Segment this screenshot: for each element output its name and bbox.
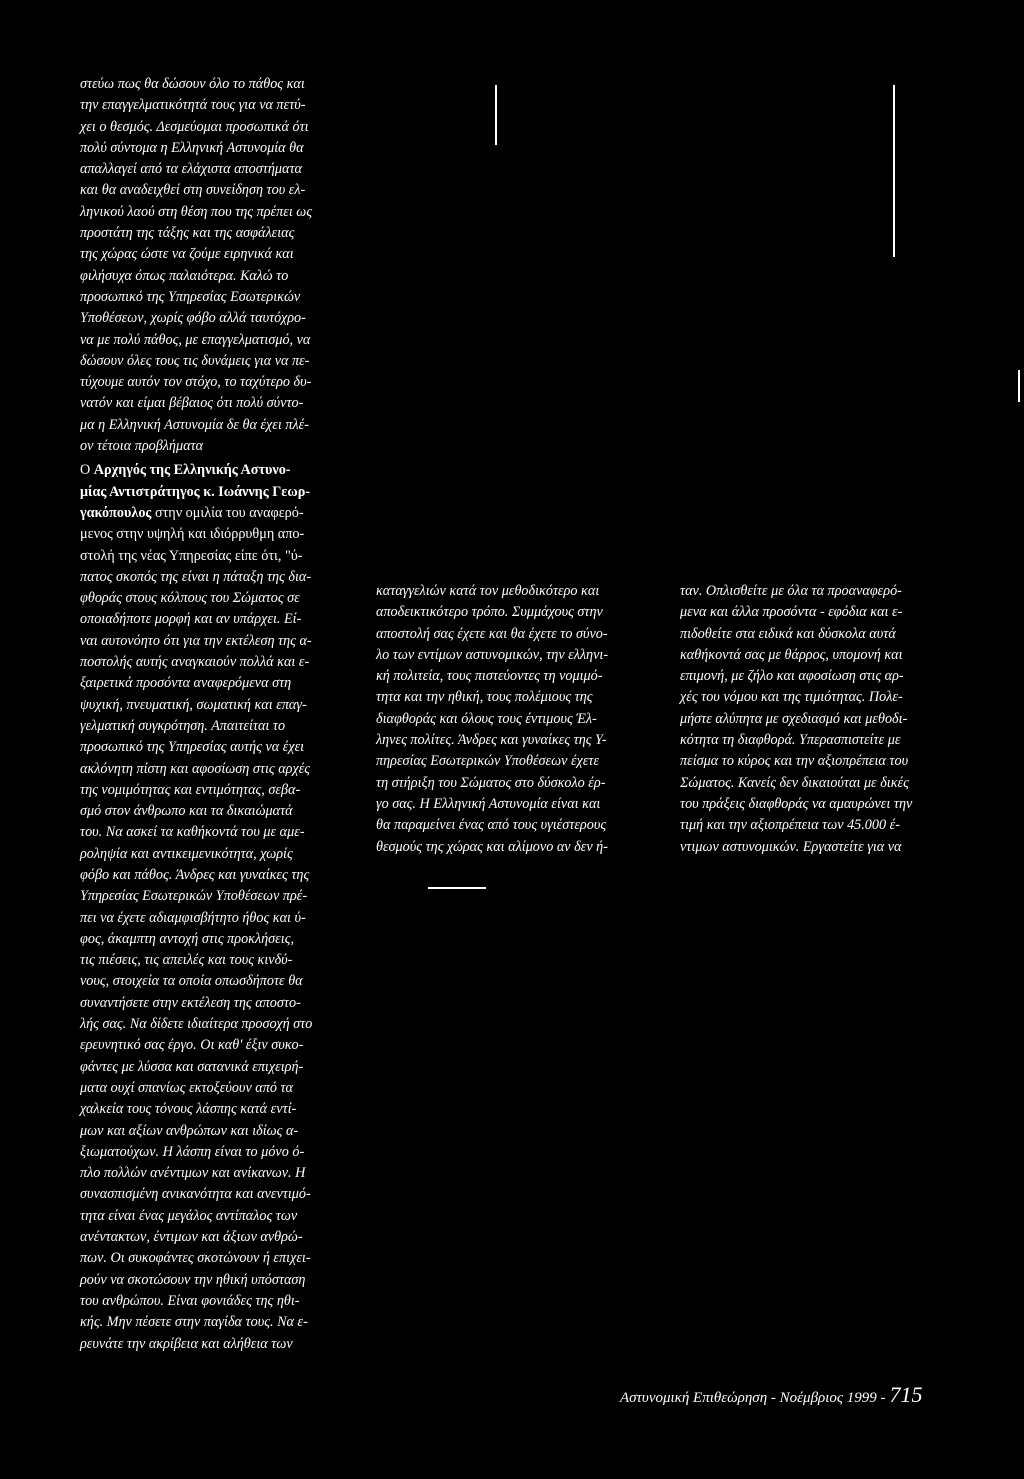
- text-line: ρούν να σκοτώσουν την ηθική υπόσταση: [80, 1271, 306, 1288]
- text-line: και θα αναδειχθεί στη συνείδηση του ελ-: [80, 182, 306, 199]
- text-line: πλο πολλών ανέντιμων και ανίκανων. Η: [80, 1165, 306, 1182]
- chief-title: Αρχηγός της Ελληνικής Αστυνο-: [93, 462, 291, 479]
- intro-line: μενος στην υψηλή και ιδιόρρυθμη απο-: [80, 526, 305, 543]
- article-column-1: [80, 74, 370, 1355]
- article-column-3: [680, 581, 965, 858]
- text-line: ταν. Οπλισθείτε με όλα τα προαναφερό-: [680, 583, 902, 599]
- text-line: φος, άκαμπτη αντοχή στις προκλήσεις,: [80, 930, 295, 947]
- text-line: χει ο θεσμός. Δεσμεύομαι προσωπικά ότι: [80, 118, 309, 135]
- text-line: συναντήσετε στην εκτέλεση της αποστο-: [80, 994, 301, 1011]
- text-line: Υπηρεσίας Εσωτερικών Υποθέσεων πρέ-: [80, 888, 308, 905]
- text-line: ρευνάτε την ακρίβεια και αλήθεια των: [80, 1335, 293, 1352]
- text-line: χές του νόμου και της τιμιότητας. Πολε-: [680, 689, 903, 706]
- intro-line: Ο Αρχηγός της Ελληνικής Αστυνο-: [80, 462, 291, 479]
- end-rule: [428, 887, 486, 889]
- text-line: Σώματος. Κανείς δεν δικαιούται με δικές: [680, 774, 909, 791]
- text-line: πολύ σύντομα η Ελληνική Αστυνομία θα: [80, 139, 304, 156]
- text-line: ερευνητικό σας έργο. Οι καθ' έξιν συκο-: [80, 1037, 304, 1054]
- chief-name: μίας Αντιστράτηγος κ. Ιωάννης Γεωρ-: [80, 483, 311, 500]
- text-line: ξιωματούχων. Η λάσπη είναι το μόνο ό-: [80, 1143, 305, 1160]
- intro-paragraph: [80, 460, 370, 566]
- text-line: ροληψία και αντικειμενικότητα, χωρίς: [80, 845, 293, 862]
- text-line: τητα είναι ένας μεγάλος αντίπαλος των: [80, 1207, 298, 1224]
- text-line: δώσουν όλες τους τις δυνάμεις για να πε-: [80, 352, 310, 369]
- text-line: επιμονή, με ζήλο και αφοσίωση στις αρ-: [680, 668, 904, 685]
- text-line: μων και αξίων ανθρώπων και ιδίως α-: [80, 1122, 299, 1139]
- text-line: πατος σκοπός της είναι η πάταξη της δια-: [80, 568, 312, 585]
- text-line: του πράξεις διαφθοράς να αμαυρώνει την: [680, 795, 913, 812]
- text-line: ντιμων αστυνομικών. Εργαστείτε για να: [680, 838, 902, 855]
- text-line: καθήκοντά σας με θάρρος, υπομονή και: [680, 646, 903, 663]
- text-line: αποδεικτικότερο τρόπο. Συμμάχους στην: [376, 604, 603, 621]
- text-line: νατόν και είμαι βέβαιος ότι πολύ σύντο-: [80, 395, 304, 412]
- text-line: φάντες με λύσσα και σατανικά επιχειρή-: [80, 1058, 304, 1075]
- text-line: λής σας. Να δίδετε ιδιαίτερα προσοχή στο: [80, 1016, 313, 1033]
- text-line: νους, στοιχεία τα οποία οπωσδήποτε θα: [80, 973, 303, 990]
- column-1-paragraph: [80, 74, 370, 457]
- text-line: θα παραμείνει ένας από τους υγιέστερους: [376, 817, 607, 834]
- text-line: καταγγελιών κατά τον μεθοδικότερο και: [376, 583, 600, 599]
- text-line: ληνικού λαού στη θέση που της πρέπει ως: [80, 203, 313, 220]
- text-line: γο σας. Η Ελληνική Αστυνομία είναι και: [376, 795, 601, 812]
- text-line: συνασπισμένη ανικανότητα και ανεντιμό-: [80, 1186, 311, 1203]
- text-line: ματα ουχί σπανίως εκτοξεύουν από τα: [80, 1079, 294, 1096]
- text-line: ποστολής αυτής αναγκαιούν πολλά και ε-: [80, 654, 310, 671]
- text-line: διαφθοράς και όλους τους έντιμους Έλ-: [376, 710, 597, 727]
- text-line: της νομιμότητας και εντιμότητας, σεβα-: [80, 781, 301, 798]
- text-line: στεύω πως θα δώσουν όλο το πάθος και: [80, 76, 305, 92]
- text-line: Υποθέσεων, χωρίς φόβο αλλά ταυτόχρο-: [80, 310, 306, 327]
- text-line: σμό στον άνθρωπο και τα δικαιώματά: [80, 803, 293, 820]
- text-line: την επαγγελματικότητά τους για να πετύ-: [80, 97, 306, 114]
- text-line: φιλήσυχα όπως παλαιότερα. Καλώ το: [80, 267, 289, 284]
- text-line: απαλλαγεί από τα ελάχιστα αποστήματα: [80, 161, 302, 178]
- text-line: τητα και την ηθική, τους πολέμιους της: [376, 689, 593, 706]
- text-line: πηρεσίας Εσωτερικών Υποθέσεων έχετε: [376, 753, 600, 770]
- text-line: αποστολή σας έχετε και θα έχετε το σύνο-: [376, 625, 608, 642]
- text-line: πων. Οι συκοφάντες σκοτώνουν ή επιχει-: [80, 1250, 311, 1267]
- text-line: προσωπικό της Υπηρεσίας αυτής να έχει: [80, 739, 305, 756]
- text-line: μενα και άλλα προσόντα - εφόδια και ε-: [680, 604, 903, 621]
- text-line: γελματική συγκρότηση. Απαιτείται το: [80, 717, 286, 734]
- intro-line: γακόπουλος στην ομιλία του αναφερό-: [80, 504, 304, 521]
- text-line: να με πολύ πάθος, με επαγγελματισμό, να: [80, 331, 311, 348]
- text-line: κή πολιτεία, τους πιστεύοντες τη νομιμό-: [376, 668, 603, 685]
- text-line: ληνες πολίτες. Άνδρες και γυναίκες της Υ-: [376, 732, 607, 749]
- text-line: τιμή και την αξιοπρέπεια των 45.000 έ-: [680, 817, 900, 834]
- text-line: ψυχική, πνευματική, σωματική και επαγ-: [80, 696, 307, 713]
- publication-title: Αστυνομική Επιθεώρηση - Νοέμβριος 1999 -: [620, 1390, 886, 1406]
- text-line: μήστε αλύπητα με σχεδιασμό και μεθοδι-: [680, 710, 908, 727]
- text-line: τύχουμε αυτόν τον στόχο, το ταχύτερο δυ-: [80, 374, 312, 391]
- text-line: θεσμούς της χώρας και αλίμονο αν δεν ή-: [376, 838, 608, 855]
- text-line: λο των εντίμων αστυνομικών, την ελληνι-: [376, 646, 609, 663]
- text-line: ακλόνητη πίστη και αφοσίωση στις αρχές: [80, 760, 311, 777]
- text-line: μα η Ελληνική Αστυνομία δε θα έχει πλέ-: [80, 416, 309, 433]
- article-column-2: [376, 581, 656, 858]
- text-line: του ανθρώπου. Είναι φονιάδες της ηθι-: [80, 1292, 300, 1309]
- text-line: ξαιρετικά προσόντα αναφερόμενα στη: [80, 675, 292, 692]
- text-line: οποιαδήποτε μορφή και αν υπάρχει. Εί-: [80, 611, 302, 628]
- text-line: τη στήριξη του Σώματος στο δύσκολο έρ-: [376, 774, 606, 791]
- column-rule-right: [893, 85, 895, 257]
- text-line: ον τέτοια προβλήματα: [80, 438, 204, 455]
- text-line: τις πιέσεις, τις απειλές και τους κινδύ-: [80, 952, 293, 969]
- text-line: κότητα τη διαφθορά. Υπερασπιστείτε με: [680, 732, 901, 749]
- column-rule-left: [495, 85, 497, 145]
- text-line: πιδοθείτε στα ειδικά και δύσκολα αυτά: [680, 625, 896, 642]
- text-line: φόβο και πάθος. Άνδρες και γυναίκες της: [80, 866, 310, 883]
- text-line: προσωπικό της Υπηρεσίας Εσωτερικών: [80, 288, 301, 305]
- text-line: κής. Μην πέσετε στην παγίδα τους. Να ε-: [80, 1314, 308, 1331]
- text-line: φθοράς στους κόλπους του Σώματος σε: [80, 590, 300, 607]
- text-line: του. Να ασκεί τα καθήκοντά του με αμε-: [80, 824, 305, 841]
- text-line: χαλκεία τους τόνους λάσπης κατά εντί-: [80, 1101, 297, 1118]
- text-line: της χώρας ώστε να ζούμε ειρηνικά και: [80, 246, 294, 263]
- edge-mark: [1018, 370, 1020, 402]
- intro-line: στολή της νέας Υπηρεσίας είπε ότι, "ύ-: [80, 547, 303, 564]
- quote-paragraph: [80, 567, 370, 1355]
- text-line: πείσμα το κύρος και την αξιοπρέπεια του: [680, 753, 909, 770]
- text-line: προστάτη της τάξης και της ασφάλειας: [80, 225, 295, 242]
- text-line: πει να έχετε αδιαμφισβήτητο ήθος και ύ-: [80, 909, 306, 926]
- text-line: ανέντακτων, έντιμων και άξιων ανθρώ-: [80, 1229, 303, 1246]
- page-footer: [620, 1382, 923, 1408]
- page-number: 715: [889, 1382, 923, 1407]
- text-line: ναι αυτονόητο ότι για την εκτέλεση της α-: [80, 632, 312, 649]
